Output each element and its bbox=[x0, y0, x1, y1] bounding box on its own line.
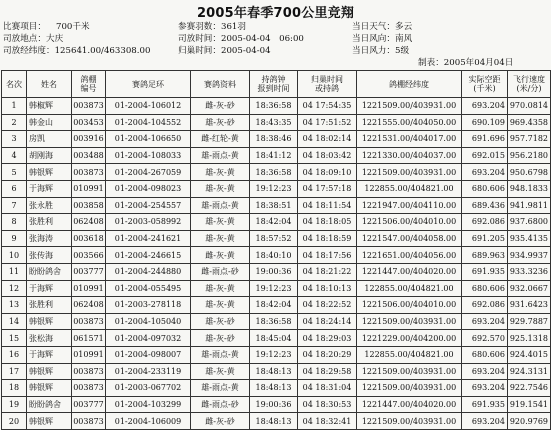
info-release-site bbox=[3, 34, 63, 45]
cell-bird-info: 雄-灰-黄 bbox=[191, 180, 250, 197]
cell-distance: 692.015 bbox=[462, 147, 508, 164]
cell-clock-time: 18:48:13 bbox=[250, 380, 298, 397]
cell-name: 韩银辉 bbox=[27, 413, 72, 430]
cell-bird-info: 雌-红轮-黄 bbox=[191, 131, 250, 148]
info-release-time-label: 司放时间： bbox=[178, 34, 221, 44]
cell-arrival-time: 04 18:32:41 bbox=[298, 413, 357, 430]
cell-rank: 15 bbox=[2, 330, 27, 347]
cell-bird-info: 雄-灰-黄 bbox=[191, 164, 250, 181]
cell-speed: 924.3131 bbox=[508, 363, 551, 380]
cell-clock-time: 18:38:51 bbox=[250, 197, 298, 214]
cell-arrival-time: 04 18:11:54 bbox=[298, 197, 357, 214]
cell-arrival-time: 04 18:21:22 bbox=[298, 263, 357, 280]
cell-distance: 693.204 bbox=[462, 413, 508, 430]
cell-bird-info: 雄-雨点-黄 bbox=[191, 147, 250, 164]
info-release-site-value: 大庆 bbox=[45, 34, 64, 44]
cell-loft-coords: 1221947.00/404110.00 bbox=[357, 197, 462, 214]
cell-ring-no: 01-2004-233119 bbox=[106, 363, 191, 380]
cell-name: 韩银辉 bbox=[27, 164, 72, 181]
cell-rank: 9 bbox=[2, 230, 27, 247]
cell-rank: 4 bbox=[2, 147, 27, 164]
cell-distance: 680.606 bbox=[462, 346, 508, 363]
cell-loft-id: 003777 bbox=[72, 263, 106, 280]
cell-arrival-time: 04 18:24:14 bbox=[298, 313, 357, 330]
cell-clock-time: 18:42:04 bbox=[250, 297, 298, 314]
table-row bbox=[2, 280, 551, 297]
info-return-time bbox=[178, 46, 271, 57]
cell-distance: 689.963 bbox=[462, 247, 508, 264]
cell-arrival-time: 04 18:02:14 bbox=[298, 131, 357, 148]
table-row bbox=[2, 147, 551, 164]
cell-bird-info: 雌-灰-砂 bbox=[191, 413, 250, 430]
cell-clock-time: 18:40:10 bbox=[250, 247, 298, 264]
header-loft-coords: 鸽棚经纬度 bbox=[357, 71, 462, 98]
results-table bbox=[1, 70, 551, 430]
cell-speed: 956.2180 bbox=[508, 147, 551, 164]
cell-bird-info: 雌-灰-黄 bbox=[191, 247, 250, 264]
cell-arrival-time: 04 18:18:59 bbox=[298, 230, 357, 247]
cell-bird-info: 雄-灰-砂 bbox=[191, 114, 250, 131]
cell-loft-coords: 1221509.00/403931.00 bbox=[357, 164, 462, 181]
cell-ring-no: 01-2004-104552 bbox=[106, 114, 191, 131]
cell-distance: 693.204 bbox=[462, 313, 508, 330]
cell-speed: 948.1833 bbox=[508, 180, 551, 197]
cell-rank: 3 bbox=[2, 131, 27, 148]
info-made-value: 2005年04月04日 bbox=[443, 58, 514, 68]
cell-loft-id: 003873 bbox=[72, 313, 106, 330]
cell-ring-no: 01-2004-098007 bbox=[106, 346, 191, 363]
cell-name: 张胜利 bbox=[27, 297, 72, 314]
cell-name: 韩银辉 bbox=[27, 380, 72, 397]
cell-ring-no: 01-2004-241621 bbox=[106, 230, 191, 247]
cell-name: 韩银辉 bbox=[27, 363, 72, 380]
cell-ring-no: 01-2004-106009 bbox=[106, 413, 191, 430]
info-made-label: 制表： bbox=[418, 58, 444, 68]
table-body bbox=[2, 98, 551, 430]
cell-loft-id: 010991 bbox=[72, 346, 106, 363]
cell-loft-coords: 1221531.00/404017.00 bbox=[357, 131, 462, 148]
cell-ring-no: 01-2004-106012 bbox=[106, 98, 191, 115]
cell-loft-id: 003566 bbox=[72, 247, 106, 264]
cell-speed: 941.9811 bbox=[508, 197, 551, 214]
cell-distance: 691.696 bbox=[462, 131, 508, 148]
cell-ring-no: 01-2003-067702 bbox=[106, 380, 191, 397]
info-wind-direction bbox=[352, 34, 412, 45]
cell-loft-id: 003873 bbox=[72, 380, 106, 397]
cell-bird-info: 雌-雨点-砂 bbox=[191, 263, 250, 280]
cell-loft-coords: 1221509.00/403931.00 bbox=[357, 363, 462, 380]
info-release-coords-label: 司放经纬度： bbox=[3, 46, 55, 56]
cell-arrival-time: 04 18:03:42 bbox=[298, 147, 357, 164]
cell-clock-time: 18:43:35 bbox=[250, 114, 298, 131]
cell-ring-no: 01-2003-278118 bbox=[106, 297, 191, 314]
cell-ring-no: 01-2004-254557 bbox=[106, 197, 191, 214]
info-release-time-value: 2005-04-04 06:00 bbox=[220, 34, 304, 44]
cell-distance: 693.204 bbox=[462, 380, 508, 397]
cell-distance: 680.606 bbox=[462, 180, 508, 197]
cell-bird-info: 雄-灰-黄 bbox=[191, 297, 250, 314]
table-row bbox=[2, 114, 551, 131]
cell-distance: 691.935 bbox=[462, 263, 508, 280]
table-row bbox=[2, 197, 551, 214]
header-bird-info: 赛鸽资料 bbox=[191, 71, 250, 98]
info-entries-value: 361羽 bbox=[220, 22, 246, 32]
cell-speed: 933.3236 bbox=[508, 263, 551, 280]
table-row bbox=[2, 214, 551, 231]
cell-loft-coords: 1221651.00/404056.00 bbox=[357, 247, 462, 264]
cell-arrival-time: 04 18:29:58 bbox=[298, 363, 357, 380]
cell-arrival-time: 04 18:17:56 bbox=[298, 247, 357, 264]
table-row bbox=[2, 263, 551, 280]
table-row bbox=[2, 247, 551, 264]
cell-loft-id: 003873 bbox=[72, 98, 106, 115]
cell-loft-coords: 122855.00/404821.00 bbox=[357, 346, 462, 363]
cell-bird-info: 雄-灰-黄 bbox=[191, 230, 250, 247]
cell-speed: 969.4358 bbox=[508, 114, 551, 131]
cell-rank: 17 bbox=[2, 363, 27, 380]
cell-rank: 5 bbox=[2, 164, 27, 181]
cell-distance: 689.436 bbox=[462, 197, 508, 214]
cell-loft-id: 062408 bbox=[72, 214, 106, 231]
cell-loft-coords: 1221447.00/404020.00 bbox=[357, 396, 462, 413]
info-event-value: 700千米 bbox=[55, 22, 90, 32]
cell-arrival-time: 04 18:20:29 bbox=[298, 346, 357, 363]
info-release-time bbox=[178, 34, 304, 45]
cell-loft-id: 061571 bbox=[72, 330, 106, 347]
cell-arrival-time: 04 18:09:10 bbox=[298, 164, 357, 181]
table-row bbox=[2, 363, 551, 380]
info-wind-force bbox=[352, 46, 409, 57]
cell-bird-info: 雄-灰-黄 bbox=[191, 214, 250, 231]
cell-clock-time: 18:48:13 bbox=[250, 413, 298, 430]
page-title: 2005年春季700公里竞翔 bbox=[196, 6, 355, 21]
cell-loft-id: 003873 bbox=[72, 363, 106, 380]
cell-loft-coords: 1221509.00/403931.00 bbox=[357, 313, 462, 330]
cell-name: 张海涛 bbox=[27, 230, 72, 247]
cell-clock-time: 18:42:04 bbox=[250, 214, 298, 231]
cell-name: 于海辉 bbox=[27, 180, 72, 197]
cell-bird-info: 雄-雨点-黄 bbox=[191, 197, 250, 214]
header-clock-time: 持鸽钟 报到时间 bbox=[250, 71, 298, 98]
cell-arrival-time: 04 18:30:53 bbox=[298, 396, 357, 413]
info-event-label: 比赛项目： bbox=[3, 22, 46, 32]
cell-loft-coords: 1221229.00/404200.00 bbox=[357, 330, 462, 347]
table-row bbox=[2, 413, 551, 430]
table-row bbox=[2, 230, 551, 247]
table-row bbox=[2, 313, 551, 330]
cell-clock-time: 18:57:52 bbox=[250, 230, 298, 247]
cell-ring-no: 01-2004-108033 bbox=[106, 147, 191, 164]
header-loft-id: 鸽棚 编号 bbox=[72, 71, 106, 98]
cell-rank: 1 bbox=[2, 98, 27, 115]
header-distance: 实际空距 (千米) bbox=[462, 71, 508, 98]
cell-ring-no: 01-2003-058992 bbox=[106, 214, 191, 231]
cell-loft-id: 003873 bbox=[72, 164, 106, 181]
info-made bbox=[418, 58, 513, 69]
table-row bbox=[2, 164, 551, 181]
cell-name: 韩金山 bbox=[27, 114, 72, 131]
cell-rank: 18 bbox=[2, 380, 27, 397]
cell-clock-time: 19:12:23 bbox=[250, 346, 298, 363]
cell-loft-id: 010991 bbox=[72, 280, 106, 297]
cell-name: 盼盼鸽舍 bbox=[27, 263, 72, 280]
cell-loft-coords: 122855.00/404821.00 bbox=[357, 180, 462, 197]
info-return-time-value: 2005-04-04 bbox=[220, 46, 271, 56]
cell-rank: 13 bbox=[2, 297, 27, 314]
cell-arrival-time: 04 17:54:35 bbox=[298, 98, 357, 115]
cell-loft-coords: 1221447.00/404020.00 bbox=[357, 263, 462, 280]
cell-ring-no: 01-2004-106650 bbox=[106, 131, 191, 148]
cell-loft-coords: 1221555.00/404050.00 bbox=[357, 114, 462, 131]
cell-loft-coords: 122855.00/404821.00 bbox=[357, 280, 462, 297]
cell-loft-id: 062408 bbox=[72, 297, 106, 314]
cell-speed: 937.6800 bbox=[508, 214, 551, 231]
cell-clock-time: 19:12:23 bbox=[250, 180, 298, 197]
info-release-coords bbox=[3, 46, 150, 57]
info-weather-value: 多云 bbox=[394, 22, 413, 32]
cell-loft-id: 003777 bbox=[72, 396, 106, 413]
table-row bbox=[2, 330, 551, 347]
cell-bird-info: 雄-灰-砂 bbox=[191, 330, 250, 347]
cell-name: 张传海 bbox=[27, 247, 72, 264]
cell-name: 张永胜 bbox=[27, 197, 72, 214]
cell-clock-time: 19:00:36 bbox=[250, 396, 298, 413]
cell-speed: 932.0667 bbox=[508, 280, 551, 297]
cell-bird-info: 雌-雨点-砂 bbox=[191, 396, 250, 413]
cell-name: 韩银辉 bbox=[27, 313, 72, 330]
cell-rank: 11 bbox=[2, 263, 27, 280]
info-release-coords-value: 125641.00/463308.00 bbox=[54, 46, 151, 56]
cell-ring-no: 01-2004-246615 bbox=[106, 247, 191, 264]
cell-name: 张胜利 bbox=[27, 214, 72, 231]
cell-rank: 20 bbox=[2, 413, 27, 430]
cell-clock-time: 18:45:04 bbox=[250, 330, 298, 347]
cell-rank: 10 bbox=[2, 247, 27, 264]
cell-speed: 957.7182 bbox=[508, 131, 551, 148]
cell-arrival-time: 04 17:57:18 bbox=[298, 180, 357, 197]
cell-name: 房凯 bbox=[27, 131, 72, 148]
cell-speed: 919.1541 bbox=[508, 396, 551, 413]
table-row bbox=[2, 380, 551, 397]
cell-speed: 950.6798 bbox=[508, 164, 551, 181]
cell-bird-info: 雄-灰-黄 bbox=[191, 280, 250, 297]
cell-rank: 14 bbox=[2, 313, 27, 330]
table-row bbox=[2, 396, 551, 413]
header-ring-no: 赛鸽足环 bbox=[106, 71, 191, 98]
results-table-wrap bbox=[1, 70, 550, 430]
cell-speed: 970.0814 bbox=[508, 98, 551, 115]
info-wind-force-value: 5级 bbox=[394, 46, 410, 56]
cell-speed: 931.6423 bbox=[508, 297, 551, 314]
cell-clock-time: 18:48:13 bbox=[250, 363, 298, 380]
cell-clock-time: 18:41:12 bbox=[250, 147, 298, 164]
cell-clock-time: 18:38:46 bbox=[250, 131, 298, 148]
cell-bird-info: 雄-灰-黄 bbox=[191, 363, 250, 380]
cell-loft-id: 003873 bbox=[72, 413, 106, 430]
cell-bird-info: 雄-雨点-黄 bbox=[191, 346, 250, 363]
cell-distance: 693.204 bbox=[462, 98, 508, 115]
cell-distance: 691.935 bbox=[462, 396, 508, 413]
cell-name: 韩椒辉 bbox=[27, 98, 72, 115]
cell-ring-no: 01-2004-097032 bbox=[106, 330, 191, 347]
cell-loft-coords: 1221506.00/404010.00 bbox=[357, 297, 462, 314]
cell-speed: 934.9937 bbox=[508, 247, 551, 264]
cell-arrival-time: 04 17:51:52 bbox=[298, 114, 357, 131]
cell-loft-coords: 1221547.00/404058.00 bbox=[357, 230, 462, 247]
header-name: 姓名 bbox=[27, 71, 72, 98]
cell-rank: 8 bbox=[2, 214, 27, 231]
info-wind-direction-label: 当日风向： bbox=[352, 34, 395, 44]
cell-loft-coords: 1221509.00/403931.00 bbox=[357, 380, 462, 397]
cell-ring-no: 01-2004-098023 bbox=[106, 180, 191, 197]
cell-rank: 2 bbox=[2, 114, 27, 131]
cell-speed: 922.7546 bbox=[508, 380, 551, 397]
cell-speed: 925.1318 bbox=[508, 330, 551, 347]
info-entries bbox=[178, 22, 246, 33]
cell-speed: 920.9769 bbox=[508, 413, 551, 430]
info-event bbox=[3, 22, 90, 33]
info-wind-force-label: 当日风力： bbox=[352, 46, 395, 56]
cell-clock-time: 18:36:58 bbox=[250, 313, 298, 330]
cell-rank: 6 bbox=[2, 180, 27, 197]
cell-rank: 19 bbox=[2, 396, 27, 413]
cell-clock-time: 18:36:58 bbox=[250, 164, 298, 181]
cell-speed: 924.4015 bbox=[508, 346, 551, 363]
header-speed: 飞行速度 (米/分) bbox=[508, 71, 551, 98]
cell-clock-time: 18:36:58 bbox=[250, 98, 298, 115]
table-row bbox=[2, 131, 551, 148]
cell-name: 于海辉 bbox=[27, 280, 72, 297]
cell-speed: 935.4135 bbox=[508, 230, 551, 247]
cell-arrival-time: 04 18:18:05 bbox=[298, 214, 357, 231]
cell-rank: 7 bbox=[2, 197, 27, 214]
table-header-row bbox=[2, 71, 551, 98]
info-entries-label: 参赛羽数： bbox=[178, 22, 221, 32]
cell-ring-no: 01-2004-055495 bbox=[106, 280, 191, 297]
cell-distance: 692.570 bbox=[462, 330, 508, 347]
cell-clock-time: 19:12:23 bbox=[250, 280, 298, 297]
cell-speed: 929.7887 bbox=[508, 313, 551, 330]
cell-distance: 693.204 bbox=[462, 363, 508, 380]
cell-arrival-time: 04 18:10:13 bbox=[298, 280, 357, 297]
cell-loft-coords: 1221509.00/403931.00 bbox=[357, 413, 462, 430]
cell-loft-id: 010991 bbox=[72, 180, 106, 197]
cell-distance: 693.204 bbox=[462, 164, 508, 181]
table-row bbox=[2, 98, 551, 115]
info-release-site-label: 司放地点： bbox=[3, 34, 46, 44]
cell-arrival-time: 04 18:29:03 bbox=[298, 330, 357, 347]
cell-bird-info: 雄-雨点-黄 bbox=[191, 380, 250, 397]
cell-name: 盼盼鸽舍 bbox=[27, 396, 72, 413]
cell-bird-info: 雄-灰-砂 bbox=[191, 313, 250, 330]
cell-loft-coords: 1221330.00/404037.00 bbox=[357, 147, 462, 164]
cell-distance: 692.086 bbox=[462, 214, 508, 231]
cell-loft-id: 003453 bbox=[72, 114, 106, 131]
cell-clock-time: 19:00:36 bbox=[250, 263, 298, 280]
cell-rank: 16 bbox=[2, 346, 27, 363]
cell-name: 于海辉 bbox=[27, 346, 72, 363]
info-weather bbox=[352, 22, 412, 33]
cell-name: 胡刚海 bbox=[27, 147, 72, 164]
cell-distance: 692.086 bbox=[462, 297, 508, 314]
table-row bbox=[2, 297, 551, 314]
table-row bbox=[2, 180, 551, 197]
cell-ring-no: 01-2004-244880 bbox=[106, 263, 191, 280]
table-row bbox=[2, 346, 551, 363]
cell-loft-id: 003858 bbox=[72, 197, 106, 214]
cell-arrival-time: 04 18:22:52 bbox=[298, 297, 357, 314]
cell-loft-id: 003488 bbox=[72, 147, 106, 164]
cell-distance: 691.205 bbox=[462, 230, 508, 247]
cell-distance: 680.606 bbox=[462, 280, 508, 297]
cell-loft-coords: 1221506.00/404010.00 bbox=[357, 214, 462, 231]
info-weather-label: 当日天气： bbox=[352, 22, 395, 32]
cell-ring-no: 01-2004-267059 bbox=[106, 164, 191, 181]
header-rank: 名次 bbox=[2, 71, 27, 98]
info-wind-direction-value: 南风 bbox=[394, 34, 413, 44]
cell-ring-no: 01-2004-105040 bbox=[106, 313, 191, 330]
cell-bird-info: 雌-灰-砂 bbox=[191, 98, 250, 115]
header-arrival-time: 归巢时间 或持鸽 bbox=[298, 71, 357, 98]
cell-ring-no: 01-2004-103299 bbox=[106, 396, 191, 413]
cell-loft-id: 003618 bbox=[72, 230, 106, 247]
info-return-time-label: 归巢时间： bbox=[178, 46, 221, 56]
cell-loft-coords: 1221509.00/403931.00 bbox=[357, 98, 462, 115]
cell-rank: 12 bbox=[2, 280, 27, 297]
cell-arrival-time: 04 18:31:04 bbox=[298, 380, 357, 397]
cell-loft-id: 003916 bbox=[72, 131, 106, 148]
cell-distance: 690.109 bbox=[462, 114, 508, 131]
cell-name: 张松海 bbox=[27, 330, 72, 347]
